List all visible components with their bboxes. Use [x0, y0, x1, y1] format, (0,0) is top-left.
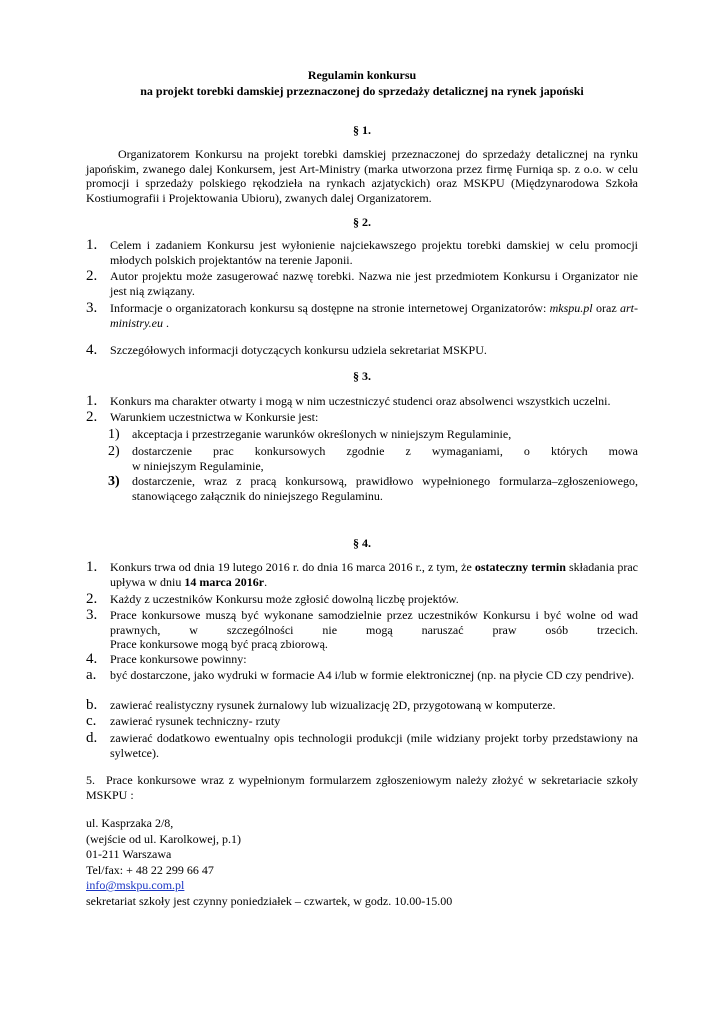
item-number: 4.: [86, 651, 98, 667]
document-title: Regulamin konkursu: [307, 68, 417, 82]
item-text: Informacje o organizatorach konkursu są dostępne na stronie internetowej Organizatorów: mkspu.pl oraz art-ministry.eu .: [110, 301, 638, 330]
item-number: 2): [108, 444, 120, 459]
item-text: zawierać dodatkowo ewentualny opis technologii produkcji (mile widziany projekt torby przedstawiony na sylwetce).: [110, 731, 638, 760]
section-1-paragraph: Organizatorem Konkursu na projekt torebki damskiej przeznaczonej do sprzedaży detalicznej na rynku japońskim, zwanego dalej Konkursem, jest Art-Ministry (marka utworzona przez firmę Furniqa sp. z o.o. w celu promocji i sprzedaży polskiego rękodzieła na rynkach azjatyckich) oraz MSKPU (Międzynarodowa Szkoła Kostiumografii i Projektowania Ubioru), zwanych dalej Organizatorem.: [86, 147, 638, 205]
item-number: 2.: [86, 268, 98, 284]
item-number: 4.: [86, 342, 98, 358]
office-hours: sekretariat szkoły jest czynny poniedziałek – czwartek, w godz. 10.00-15.00: [86, 893, 453, 908]
item-number: d.: [86, 730, 98, 746]
item-text: Konkurs ma charakter otwarty i mogą w nim uczestniczyć studenci oraz absolwenci wszystkich uczelni.: [110, 394, 611, 408]
item-number: a.: [86, 667, 97, 683]
item-text: Prace konkursowe muszą być wykonane samodzielnie przez uczestników Konkursu i być wolne od wad prawnych, w szczególności nie mogą naruszać praw osób trzecich. Prace konkursowe mogą być pracą zbiorową.: [110, 608, 638, 651]
email-link[interactable]: info@mskpu.com.pl: [86, 878, 185, 892]
address-entrance: (wejście od ul. Karolkowej, p.1): [86, 831, 241, 846]
item-number: 2.: [86, 409, 98, 425]
item-text: akceptacja i przestrzeganie warunków określonych w niniejszym Regulaminie,: [132, 427, 512, 441]
item-number: 1.: [86, 237, 98, 253]
item-text: 5. Prace konkursowe wraz z wypełnionym formularzem zgłoszeniowym należy złożyć w sekretariacie szkoły MSKPU :: [86, 773, 638, 802]
address-phone: Tel/fax: + 48 22 299 66 47: [86, 862, 214, 877]
item-number: c.: [86, 713, 97, 729]
website-link-art-ministry[interactable]: art-ministry.eu: [110, 301, 638, 330]
item-number: 3): [108, 474, 120, 489]
item-number: 3.: [86, 300, 98, 316]
item-text: dostarczenie, wraz z pracą konkursową, prawidłowo wypełnionego formularza–zgłoszeniowego, stanowiącego załącznik do niniejszego Regulaminu.: [132, 474, 638, 503]
document-subtitle: na projekt torebki damskiej przeznaczonej do sprzedaży detalicznej na rynek japoński: [140, 84, 584, 98]
item-text: Celem i zadaniem Konkursu jest wyłonienie najciekawszego projektu torebki damskiej w celu promocji młodych polskich projektantów na terenie Japonii.: [110, 238, 638, 267]
item-number: b.: [86, 697, 98, 713]
item-number: 1.: [86, 393, 98, 409]
item-text: Warunkiem uczestnictwa w Konkursie jest:: [110, 410, 319, 424]
item-number: 1.: [86, 559, 98, 575]
section-4-heading: § 4.: [353, 536, 371, 550]
item-number: 3.: [86, 607, 98, 623]
item-text: być dostarczone, jako wydruki w formacie A4 i/lub w formie elektronicznej (np. na płycie CD czy pendrive).: [110, 668, 635, 682]
website-link-mkspu[interactable]: mkspu.pl: [549, 301, 593, 315]
item-text: zawierać realistyczny rysunek żurnalowy lub wizualizację 2D, przygotowaną w komputerze.: [110, 698, 556, 712]
item-text: Każdy z uczestników Konkursu może zgłosić dowolną liczbę projektów.: [110, 592, 459, 606]
section-1-heading: § 1.: [353, 123, 371, 137]
item-text: Konkurs trwa od dnia 19 lutego 2016 r. do dnia 16 marca 2016 r., z tym, że ostateczny termin składania prac upływa w dniu 14 marca 2016r.: [110, 560, 639, 589]
item-number: 2.: [86, 591, 98, 607]
item-text: Szczegółowych informacji dotyczących konkursu udziela sekretariat MSKPU.: [110, 343, 487, 357]
address-city: 01-211 Warszawa: [86, 847, 172, 861]
item-text: zawierać rysunek techniczny- rzuty: [110, 714, 281, 728]
section-2-heading: § 2.: [353, 215, 371, 229]
item-text: dostarczenie prac konkursowych zgodnie z wymaganiami, o których mowa w niniejszym Regulaminie,: [132, 444, 638, 473]
address-street: ul. Kasprzaka 2/8,: [86, 816, 174, 830]
item-number: 1): [108, 427, 120, 442]
section-3-heading: § 3.: [353, 369, 371, 383]
address-block: [86, 816, 646, 909]
item-text: Autor projektu może zasugerować nazwę torebki. Nazwa nie jest przedmiotem Konkursu i Organizator nie jest nią związany.: [110, 269, 638, 298]
item-text: Prace konkursowe powinny:: [110, 652, 247, 666]
